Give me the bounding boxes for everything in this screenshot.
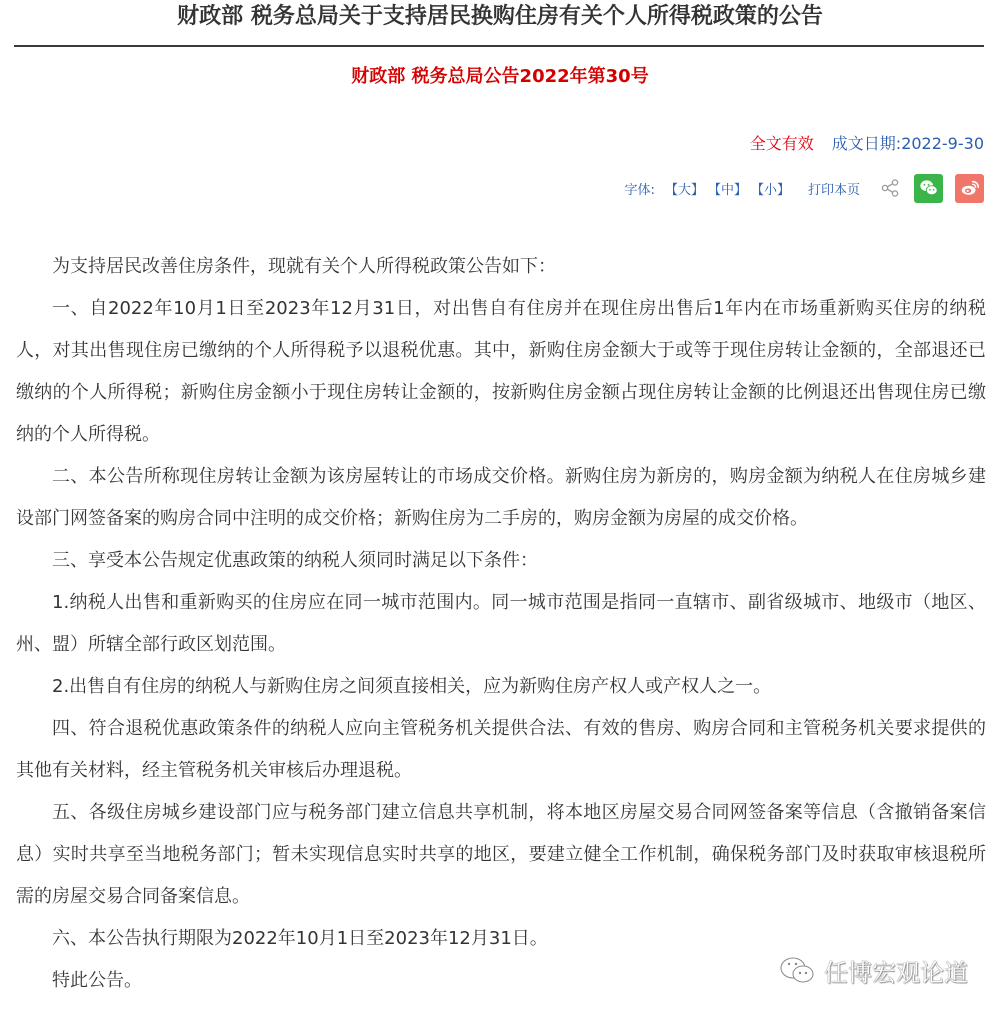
font-size-small-button[interactable]: 【小】 (750, 182, 790, 198)
paragraph-3: 三、享受本公告规定优惠政策的纳税人须同时满足以下条件： (52, 550, 538, 571)
paragraph-2: 二、本公告所称现住房转让金额为该房屋转让的市场成交价格。新购住房为新房的，购房金额为纳税人在住房城乡建设部门网签备案的购房合同中注明的成交价格；新购住房为二手房的，购房金额为房屋的成交价格。 (16, 466, 986, 529)
paragraph-intro: 为支持居民改善住房条件，现就有关个人所得税政策公告如下： (52, 256, 556, 277)
font-size-large-button[interactable]: 【大】 (664, 182, 704, 198)
font-size-medium-button[interactable]: 【中】 (707, 182, 747, 198)
watermark-text: 任博宏观论道 (824, 958, 968, 987)
weibo-icon (959, 177, 981, 199)
validity-status: 全文有效 (749, 134, 814, 153)
wechat-icon (778, 955, 818, 985)
weibo-share-button[interactable] (955, 174, 984, 203)
issue-date: 成文日期:2022-9-30 (831, 134, 984, 153)
watermark (778, 952, 968, 988)
wechat-icon (918, 177, 940, 199)
paragraph-3-2: 2.出售自有住房的纳税人与新购住房之间须直接相关，应为新购住房产权人或产权人之一。 (52, 676, 772, 697)
paragraph-closing: 特此公告。 (52, 970, 142, 991)
page-title: 财政部 税务总局关于支持居民换购住房有关个人所得税政策的公告 (177, 4, 823, 29)
paragraph-3-1: 1.纳税人出售和重新购买的住房应在同一城市范围内。同一城市范围是指同一直辖市、副省级城市、地级市（地区、州、盟）所辖全部行政区划范围。 (16, 592, 986, 655)
article-body (16, 246, 986, 1002)
print-page-button[interactable]: 打印本页 (807, 182, 860, 198)
wechat-share-button[interactable] (914, 174, 943, 203)
document-number: 财政部 税务总局公告2022年第30号 (351, 66, 649, 87)
title-divider (14, 45, 984, 47)
font-size-label: 字体: (624, 182, 655, 198)
toolbar (625, 172, 984, 204)
paragraph-1: 一、自2022年10月1日至2023年12月31日，对出售自有住房并在现住房出售后1年内在市场重新购买住房的纳税人，对其出售现住房已缴纳的个人所得税予以退税优惠。其中，新购住房金额大于或等于现住房转让金额的，全部退还已缴纳的个人所得税；新购住房金额小于现住房转让金额的，按新购住房金额占现住房转让金额的比例退还出售现住房已缴纳的个人所得税。 (16, 298, 986, 445)
meta-row (750, 132, 984, 156)
paragraph-4: 四、符合退税优惠政策条件的纳税人应向主管税务机关提供合法、有效的售房、购房合同和主管税务机关要求提供的其他有关材料，经主管税务机关审核后办理退税。 (16, 718, 986, 781)
paragraph-5: 五、各级住房城乡建设部门应与税务部门建立信息共享机制，将本地区房屋交易合同网签备案等信息（含撤销备案信息）实时共享至当地税务部门；暂未实现信息实时共享的地区，要建立健全工作机制，确保税务部门及时获取审核退税所需的房屋交易合同备案信息。 (16, 802, 986, 907)
paragraph-6: 六、本公告执行期限为2022年10月1日至2023年12月31日。 (52, 928, 548, 949)
share-icon[interactable] (880, 178, 900, 198)
